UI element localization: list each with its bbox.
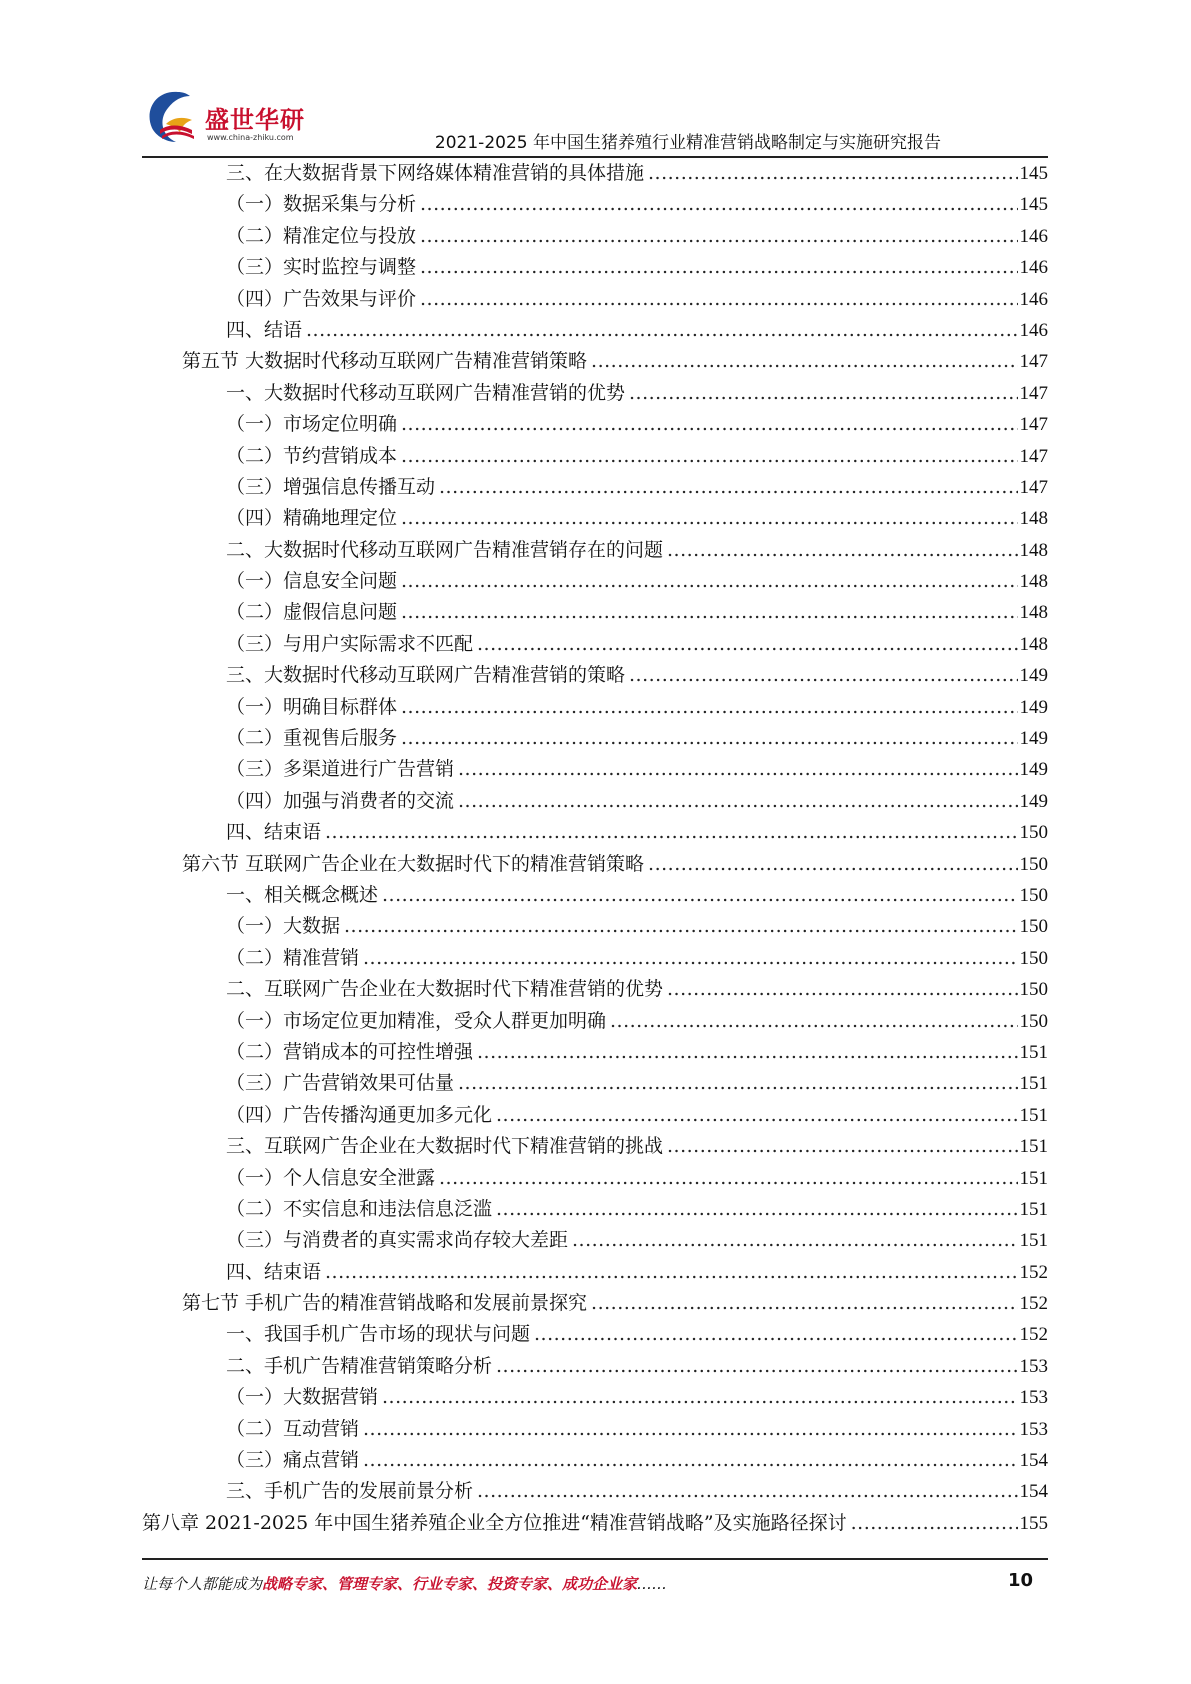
toc-entry-title: （一）数据采集与分析 (226, 193, 417, 216)
toc-entry-page: 151 (1019, 1041, 1048, 1063)
toc-entry[interactable] (142, 158, 1048, 189)
toc-entry-page: 150 (1019, 853, 1048, 875)
toc-entry-page: 150 (1019, 822, 1048, 844)
toc-dot-leader (629, 660, 1017, 691)
toc-dot-leader (458, 1068, 1017, 1099)
toc-entry-title: 二、大数据时代移动互联网广告精准营销存在的问题 (226, 538, 664, 561)
toc-entry[interactable] (142, 189, 1048, 220)
toc-dot-leader (496, 1100, 1017, 1131)
toc-dot-leader (420, 221, 1017, 252)
toc-entry-title: （一）市场定位明确 (226, 413, 398, 436)
toc-entry[interactable] (142, 1194, 1048, 1225)
toc-entry[interactable] (142, 346, 1048, 377)
toc-dot-leader (382, 880, 1017, 911)
footer-divider (142, 1558, 1048, 1560)
toc-entry-page: 151 (1019, 1230, 1048, 1252)
toc-entry-title: （三）与用户实际需求不匹配 (226, 632, 474, 655)
toc-entry[interactable] (142, 1131, 1048, 1162)
logo-url: www.china-zhiku.com (207, 133, 294, 142)
toc-entry[interactable] (142, 1445, 1048, 1476)
toc-dot-leader (629, 378, 1017, 409)
toc-entry-title: （三）多渠道进行广告营销 (226, 758, 455, 781)
toc-entry-page: 149 (1019, 696, 1048, 718)
toc-entry-page: 148 (1019, 539, 1048, 561)
toc-entry-title: 四、结束语 (226, 821, 322, 844)
toc-dot-leader (572, 1225, 1017, 1256)
toc-entry-title: （二）精准营销 (226, 946, 360, 969)
toc-entry-title: 三、在大数据背景下网络媒体精准营销的具体措施 (226, 162, 645, 184)
toc-entry-page: 151 (1019, 1104, 1048, 1126)
toc-entry-title: （四）加强与消费者的交流 (226, 789, 455, 812)
toc-entry[interactable] (142, 1288, 1048, 1319)
toc-dot-leader (496, 1351, 1017, 1382)
toc-dot-leader (363, 943, 1017, 974)
toc-entry[interactable] (142, 1508, 1048, 1539)
toc-entry-page: 147 (1019, 382, 1048, 404)
toc-entry-title: （二）重视售后服务 (226, 727, 398, 750)
toc-dot-leader (344, 911, 1017, 942)
toc-entry-title: （二）节约营销成本 (226, 444, 398, 467)
toc-entry[interactable] (142, 723, 1048, 754)
toc-entry[interactable] (142, 817, 1048, 848)
toc-entry-page: 152 (1019, 1261, 1048, 1283)
toc-entry[interactable] (142, 535, 1048, 566)
toc-entry-page: 150 (1019, 979, 1048, 1001)
toc-entry-page: 151 (1019, 1198, 1048, 1220)
table-of-contents (142, 158, 1048, 1539)
toc-entry[interactable] (142, 566, 1048, 597)
toc-entry[interactable] (142, 660, 1048, 691)
toc-entry-page: 154 (1019, 1481, 1048, 1503)
toc-entry[interactable] (142, 221, 1048, 252)
toc-entry-title: （二）精准定位与投放 (226, 224, 417, 247)
toc-entry-page: 151 (1019, 1167, 1048, 1189)
toc-dot-leader (667, 535, 1017, 566)
toc-entry-title: （一）大数据营销 (226, 1386, 379, 1409)
toc-entry[interactable] (142, 1476, 1048, 1507)
toc-dot-leader (477, 1037, 1017, 1068)
toc-dot-leader (363, 1414, 1017, 1445)
toc-dot-leader (439, 472, 1017, 503)
toc-entry[interactable] (142, 1225, 1048, 1256)
toc-entry[interactable] (142, 441, 1048, 472)
toc-entry-page: 149 (1019, 759, 1048, 781)
toc-entry-title: 三、大数据时代移动互联网广告精准营销的策略 (226, 664, 626, 687)
toc-entry[interactable] (142, 1319, 1048, 1350)
toc-dot-leader (648, 849, 1017, 880)
toc-entry-title: 三、互联网广告企业在大数据时代下精准营销的挑战 (226, 1135, 664, 1158)
toc-entry-page: 152 (1019, 1293, 1048, 1315)
toc-entry[interactable] (142, 1163, 1048, 1194)
toc-entry-page: 147 (1019, 414, 1048, 436)
toc-entry-title: 二、互联网广告企业在大数据时代下精准营销的优势 (226, 978, 664, 1001)
toc-entry-title: 三、手机广告的发展前景分析 (226, 1480, 474, 1503)
toc-entry-title: 一、相关概念概述 (226, 883, 379, 906)
toc-entry[interactable] (142, 378, 1048, 409)
toc-entry-title: （二）虚假信息问题 (226, 601, 398, 624)
toc-dot-leader (610, 1006, 1017, 1037)
toc-entry-page: 146 (1019, 319, 1048, 341)
page-number: 10 (1007, 1570, 1033, 1591)
toc-entry[interactable] (142, 1006, 1048, 1037)
toc-entry[interactable] (142, 880, 1048, 911)
toc-entry[interactable] (142, 1414, 1048, 1445)
toc-entry-page: 150 (1019, 947, 1048, 969)
toc-entry[interactable] (142, 1257, 1048, 1288)
toc-entry-title: （一）明确目标群体 (226, 695, 398, 718)
toc-entry-page: 148 (1019, 602, 1048, 624)
toc-entry-page: 147 (1019, 351, 1048, 373)
toc-dot-leader (591, 346, 1017, 377)
toc-entry[interactable] (142, 692, 1048, 723)
toc-entry-title: （二）不实信息和违法信息泛滥 (226, 1197, 493, 1220)
toc-entry-title: 一、大数据时代移动互联网广告精准营销的优势 (226, 381, 626, 404)
toc-entry[interactable] (142, 1037, 1048, 1068)
toc-dot-leader (667, 1131, 1017, 1162)
toc-dot-leader (851, 1508, 1018, 1539)
toc-entry[interactable] (142, 974, 1048, 1005)
toc-dot-leader (458, 754, 1017, 785)
slogan-highlight: 战略专家、管理专家、行业专家、投资专家、成功企业家 (262, 1575, 638, 1593)
footer-slogan (142, 1573, 667, 1594)
toc-entry-page: 148 (1019, 571, 1048, 593)
toc-entry[interactable] (142, 911, 1048, 942)
toc-entry-title: （一）个人信息安全泄露 (226, 1166, 436, 1189)
toc-entry[interactable] (142, 315, 1048, 346)
toc-entry-title: （四）精确地理定位 (226, 507, 398, 530)
toc-entry[interactable] (142, 409, 1048, 440)
toc-entry[interactable] (142, 849, 1048, 880)
toc-dot-leader (591, 1288, 1017, 1319)
toc-entry-title: 第八章 2021-2025 年中国生猪养殖企业全方位推进“精准营销战略”及实施路径探讨 (142, 1511, 847, 1534)
toc-dot-leader (458, 786, 1017, 817)
toc-dot-leader (401, 503, 1017, 534)
toc-entry-page: 153 (1019, 1418, 1048, 1440)
toc-entry[interactable] (142, 1351, 1048, 1382)
toc-entry[interactable] (142, 472, 1048, 503)
toc-entry-page: 145 (1019, 194, 1048, 216)
toc-entry[interactable] (142, 503, 1048, 534)
toc-entry-title: 第六节 互联网广告企业在大数据时代下的精准营销策略 (182, 852, 645, 875)
slogan-suffix: …… (637, 1575, 668, 1593)
toc-entry-page: 149 (1019, 728, 1048, 750)
toc-entry[interactable] (142, 597, 1048, 628)
toc-entry-title: 四、结束语 (226, 1260, 322, 1283)
toc-dot-leader (363, 1445, 1017, 1476)
toc-entry-page: 152 (1019, 1324, 1048, 1346)
report-title: 2021-2025 年中国生猪养殖行业精准营销战略制定与实施研究报告 (434, 133, 941, 153)
toc-entry-page: 145 (1019, 163, 1048, 184)
toc-dot-leader (325, 817, 1017, 848)
toc-dot-leader (382, 1382, 1017, 1413)
toc-entry-page: 146 (1019, 257, 1048, 279)
toc-entry-page: 147 (1019, 445, 1048, 467)
toc-entry-title: 第五节 大数据时代移动互联网广告精准营销策略 (182, 350, 588, 373)
toc-dot-leader (648, 158, 1017, 189)
toc-entry-title: （一）市场定位更加精准，受众人群更加明确 (226, 1009, 607, 1032)
toc-entry-title: （一）信息安全问题 (226, 570, 398, 593)
toc-entry-title: （三）实时监控与调整 (226, 256, 417, 279)
toc-dot-leader (496, 1194, 1017, 1225)
slogan-prefix: 让每个人都能成为 (142, 1575, 263, 1593)
toc-entry-title: 第七节 手机广告的精准营销战略和发展前景探究 (182, 1292, 588, 1315)
toc-entry-page: 155 (1019, 1512, 1048, 1534)
toc-entry-page: 150 (1019, 1010, 1048, 1032)
toc-entry-page: 150 (1019, 916, 1048, 938)
toc-entry[interactable] (142, 284, 1048, 315)
toc-entry-title: （二）营销成本的可控性增强 (226, 1040, 474, 1063)
toc-entry-page: 146 (1019, 225, 1048, 247)
toc-entry-title: （三）痛点营销 (226, 1449, 360, 1472)
toc-dot-leader (667, 974, 1017, 1005)
toc-entry-title: （四）广告效果与评价 (226, 287, 417, 310)
toc-dot-leader (401, 597, 1017, 628)
toc-entry[interactable] (142, 252, 1048, 283)
toc-entry-title: （一）大数据 (226, 915, 341, 938)
toc-entry-page: 147 (1019, 476, 1048, 498)
toc-entry-title: 一、我国手机广告市场的现状与问题 (226, 1323, 531, 1346)
toc-entry-page: 146 (1019, 288, 1048, 310)
toc-dot-leader (477, 629, 1017, 660)
toc-entry-page: 153 (1019, 1355, 1048, 1377)
toc-dot-leader (439, 1163, 1017, 1194)
toc-dot-leader (534, 1319, 1017, 1350)
toc-entry-page: 148 (1019, 633, 1048, 655)
toc-entry-page: 150 (1019, 884, 1048, 906)
toc-dot-leader (401, 692, 1017, 723)
toc-entry-page: 149 (1019, 665, 1048, 687)
toc-entry[interactable] (142, 629, 1048, 660)
toc-entry-page: 151 (1019, 1136, 1048, 1158)
toc-entry-page: 154 (1019, 1450, 1048, 1472)
toc-dot-leader (420, 252, 1017, 283)
toc-dot-leader (477, 1476, 1017, 1507)
toc-entry-page: 151 (1019, 1073, 1048, 1095)
toc-dot-leader (325, 1257, 1017, 1288)
toc-entry-page: 149 (1019, 790, 1048, 812)
page-header (0, 0, 1191, 160)
toc-entry-title: （三）增强信息传播互动 (226, 475, 436, 498)
toc-dot-leader (401, 723, 1017, 754)
toc-entry-page: 153 (1019, 1387, 1048, 1409)
toc-entry[interactable] (142, 1068, 1048, 1099)
toc-entry[interactable] (142, 1100, 1048, 1131)
toc-dot-leader (306, 315, 1017, 346)
toc-dot-leader (401, 441, 1017, 472)
toc-entry-title: （三）与消费者的真实需求尚存较大差距 (226, 1229, 569, 1252)
toc-entry-title: 二、手机广告精准营销策略分析 (226, 1354, 493, 1377)
toc-entry[interactable] (142, 943, 1048, 974)
toc-entry-title: （三）广告营销效果可估量 (226, 1072, 455, 1095)
logo-text: 盛世华研 (205, 106, 305, 134)
toc-entry-title: （四）广告传播沟通更加多元化 (226, 1103, 493, 1126)
toc-entry-title: 四、结语 (226, 318, 303, 341)
toc-dot-leader (401, 409, 1017, 440)
toc-entry[interactable] (142, 786, 1048, 817)
toc-dot-leader (401, 566, 1017, 597)
toc-dot-leader (420, 284, 1017, 315)
toc-entry[interactable] (142, 1382, 1048, 1413)
toc-dot-leader (420, 189, 1017, 220)
toc-entry-title: （二）互动营销 (226, 1417, 360, 1440)
toc-entry-page: 148 (1019, 508, 1048, 530)
toc-entry[interactable] (142, 754, 1048, 785)
